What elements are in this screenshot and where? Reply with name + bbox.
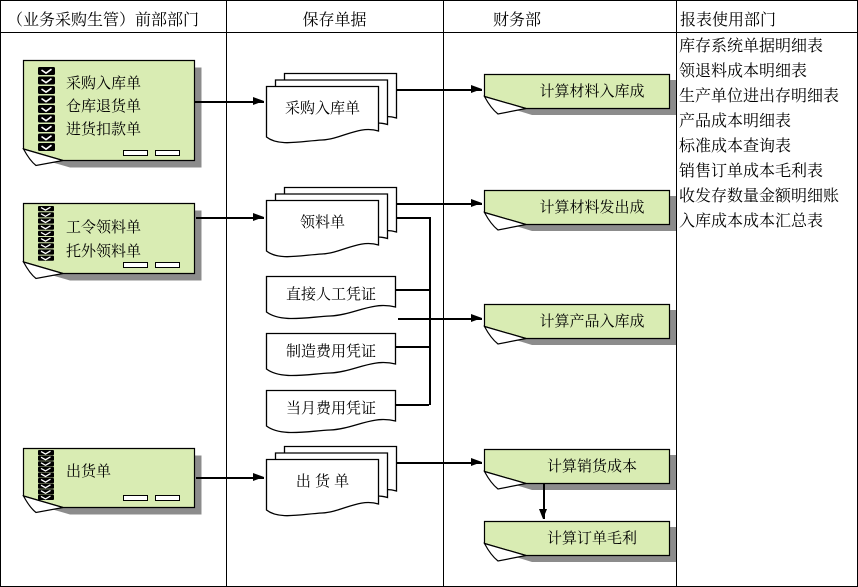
checklist-icon	[38, 450, 54, 500]
process-label: 计算产品入库成	[539, 313, 645, 330]
signature-line	[123, 262, 148, 268]
document-stack-purchase-receipt	[266, 73, 398, 151]
header-divider	[1, 32, 857, 33]
process-box-material-issue-cost	[484, 190, 677, 232]
document-stack-shipment	[266, 446, 398, 524]
column-header-front-dept: （业务采购生管）前部部门	[7, 12, 200, 29]
signature-line	[123, 150, 148, 156]
document-direct-labor-voucher	[266, 276, 397, 324]
flow-arrow-note3-to-stack3	[196, 477, 264, 479]
connector-stub-monthly-expense	[396, 404, 429, 406]
document-label: 直接人工凭证	[285, 285, 376, 303]
flow-arrow-stack3-to-cogs	[397, 462, 482, 464]
document-monthly-expense-voucher	[266, 390, 397, 438]
document-stack-material-requisition	[266, 187, 398, 265]
signature-line	[123, 495, 148, 501]
report-list-item: 标准成本查询表	[679, 138, 792, 155]
column-header-finance-dept: 财务部	[493, 12, 542, 29]
signature-line	[155, 150, 180, 156]
connector-stub-manufacturing-expense	[396, 346, 429, 348]
report-list-item: 收发存数量金额明细账	[679, 188, 840, 205]
report-list-item: 领退料成本明细表	[679, 63, 808, 80]
note-text: 出货单	[66, 463, 112, 480]
note-workorder-documents	[23, 203, 203, 286]
flow-arrow-cogs-to-gross-profit	[543, 483, 545, 519]
flow-arrow-note2-to-stack2	[196, 217, 264, 219]
report-list-item: 产品成本明细表	[679, 113, 792, 130]
column-header-report-users: 报表使用部门	[680, 12, 777, 29]
process-box-cogs	[484, 449, 677, 491]
report-list-item: 生产单位进出存明细表	[679, 88, 840, 105]
flow-arrow-vouchers-to-product-receipt	[398, 318, 482, 320]
connector-stub-stack2	[397, 217, 429, 219]
report-list	[679, 34, 857, 234]
flow-arrow-stack2-to-material-issue	[397, 203, 482, 205]
flow-arrow-note1-to-stack1	[195, 101, 264, 103]
column-divider	[226, 1, 227, 586]
report-list-item: 入库成本成本汇总表	[679, 213, 824, 230]
report-list-item: 销售订单成本毛利表	[679, 163, 824, 180]
report-list-item: 库存系统单据明细表	[679, 38, 824, 55]
checklist-icon	[38, 67, 55, 152]
process-label: 计算材料发出成	[539, 199, 645, 216]
connector-collector-line	[429, 217, 431, 405]
document-label: 当月费用凭证	[285, 399, 376, 417]
process-label: 计算订单毛利	[546, 530, 637, 547]
document-label: 采购入库单	[284, 99, 360, 117]
signature-line	[155, 495, 180, 501]
document-label: 领料单	[299, 213, 345, 231]
process-label: 计算销货成本	[546, 458, 637, 475]
document-label: 制造费用凭证	[285, 342, 376, 360]
flow-arrow-stack1-to-material-receipt	[397, 89, 482, 91]
process-box-order-gross-profit	[484, 521, 677, 563]
process-label: 计算材料入库成	[539, 83, 645, 100]
note-shipment-document	[23, 448, 203, 520]
document-manufacturing-expense-voucher	[266, 333, 397, 381]
column-header-save-docs: 保存单据	[302, 12, 367, 29]
process-box-product-receipt-cost	[484, 304, 677, 346]
document-label: 出 货 单	[295, 472, 350, 490]
process-box-material-receipt-cost	[484, 74, 677, 116]
note-purchase-documents	[23, 60, 203, 173]
note-text: 工令领料单 托外领料单	[66, 219, 142, 260]
signature-line	[155, 262, 180, 268]
note-text: 采购入库单 仓库退货单 进货扣款单	[66, 75, 142, 138]
checklist-icon	[38, 206, 54, 261]
connector-stub-direct-labor	[396, 289, 429, 291]
